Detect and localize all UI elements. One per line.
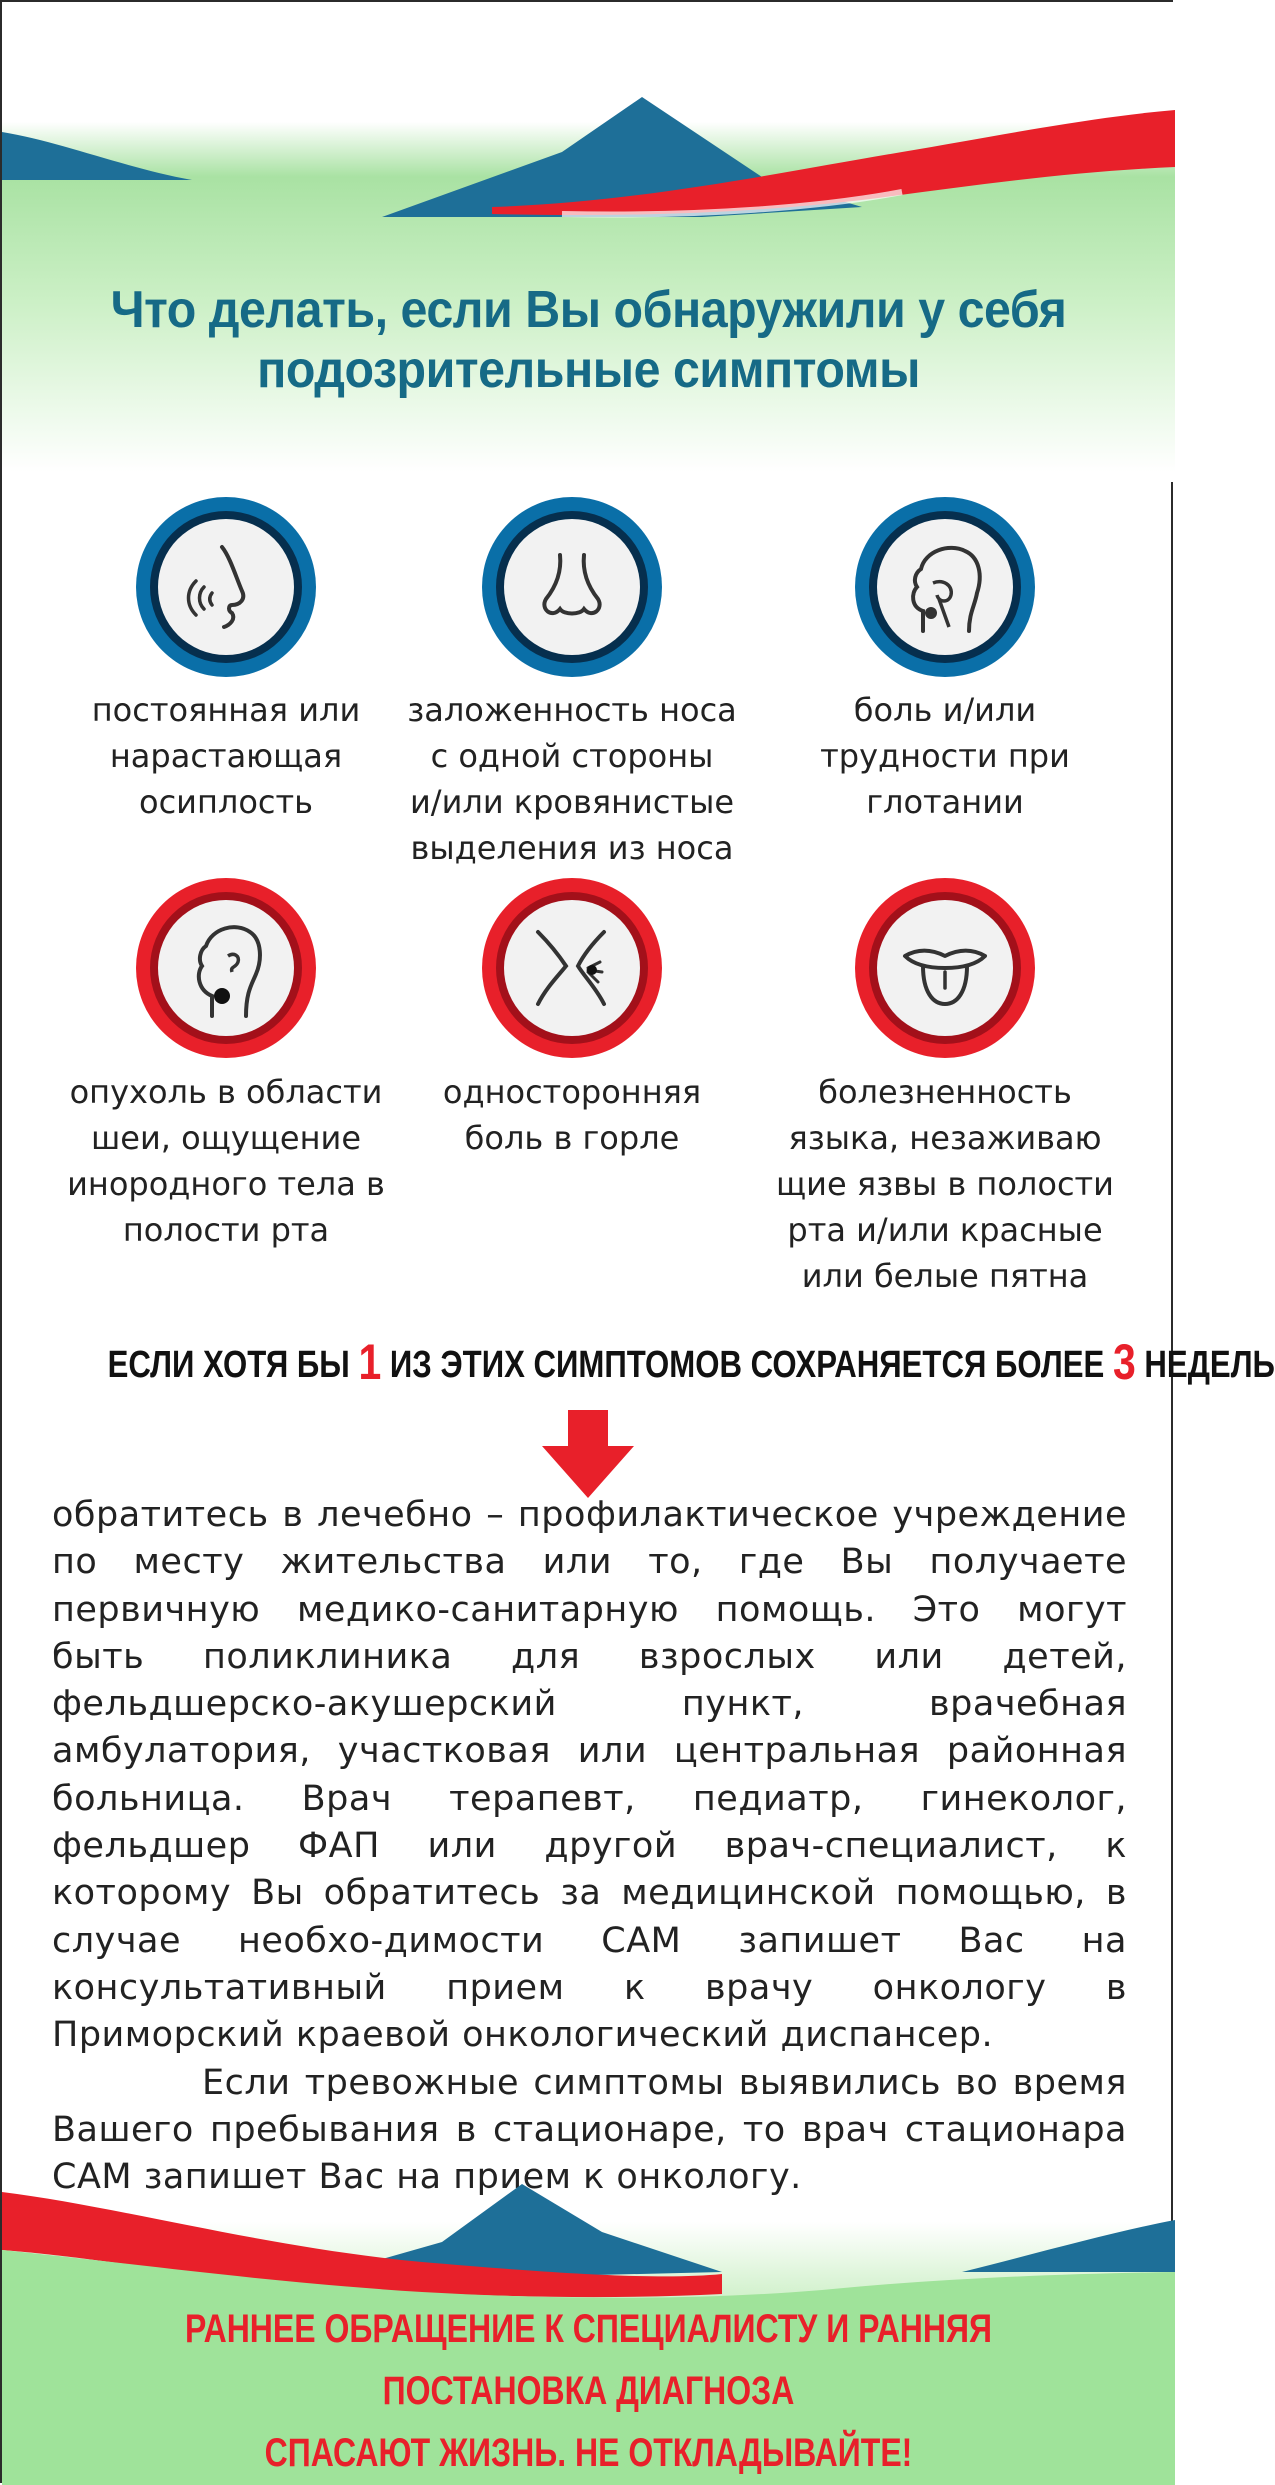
down-arrow-icon (542, 1410, 634, 1498)
symptom-caption-6: болезненность языка, незаживаю щие язвы в полости рта и/или красные или белые пятна (776, 1073, 1114, 1295)
warning-heading: ЕСЛИ ХОТЯ БЫ 1 ИЗ ЭТИХ СИМПТОМОВ СОХРАНЯЕТСЯ БОЛЕЕ 3 НЕДЕЛЬ (107, 1334, 1275, 1390)
instructions-paragraph-2: Если тревожные симптомы выявились во время Вашего пребывания в стационаре, то врач стационара САМ запишет Вас на прием к онкологу. (52, 2062, 1127, 2198)
nose-icon (480, 495, 664, 679)
symptom-caption-4: опухоль в области шеи, ощущение инородного тела в полости рта (67, 1073, 385, 1249)
throat-pain-icon (480, 876, 664, 1060)
slogan (119, 2298, 1057, 2484)
slogan-line-1: РАННЕЕ ОБРАЩЕНИЕ К СПЕЦИАЛИСТУ И РАННЯЯ ПОСТАНОВКА ДИАГНОЗА (185, 2307, 992, 2413)
instructions-text (52, 1492, 1127, 2201)
warning-number-1: 1 (358, 1334, 382, 1390)
page-title (43, 280, 1134, 400)
title-line-1: Что делать, если Вы обнаружили у себя (110, 281, 1067, 339)
tongue-icon (853, 876, 1037, 1060)
neck-lump-icon (134, 876, 318, 1060)
title-line-2: подозрительные симптомы (257, 341, 920, 399)
symptom-caption-1: постоянная или нарастающая осиплость (91, 691, 361, 821)
nose-sound-icon (134, 495, 318, 679)
slogan-line-2: СПАСАЮТ ЖИЗНЬ. НЕ ОТКЛАДЫВАЙТЕ! (264, 2431, 913, 2475)
symptom-caption-5: односторонняя боль в горле (442, 1073, 702, 1157)
top-mountain-decoration (2, 2, 1175, 242)
instructions-paragraph-1: обратитесь в лечебно – профилактическое учреждение по месту жительства или то, где Вы получаете первичную медико-санитарную помощь. Это могут быть поликлиника для взрослых или детей, фельдшерско-акушерский пункт, врачебная амбулатория, участковая или центральная районная больница. Врач терапевт, педиатр, гинеколог, фельдшер ФАП или другой врач-специалист, к которому Вы обратитесь за медицинской помощью, в случае необхо-димости САМ запишет Вас на консультативный прием к врачу онкологу в Приморский краевой онкологический диспансер. (52, 1495, 1127, 2056)
throat-profile-icon (853, 495, 1037, 679)
symptom-caption-3: боль и/или трудности при глотании (820, 691, 1070, 821)
symptom-caption-2: заложенность носа с одной стороны и/или кровянистые выделения из носа (407, 691, 737, 867)
warning-number-3: 3 (1112, 1334, 1136, 1390)
